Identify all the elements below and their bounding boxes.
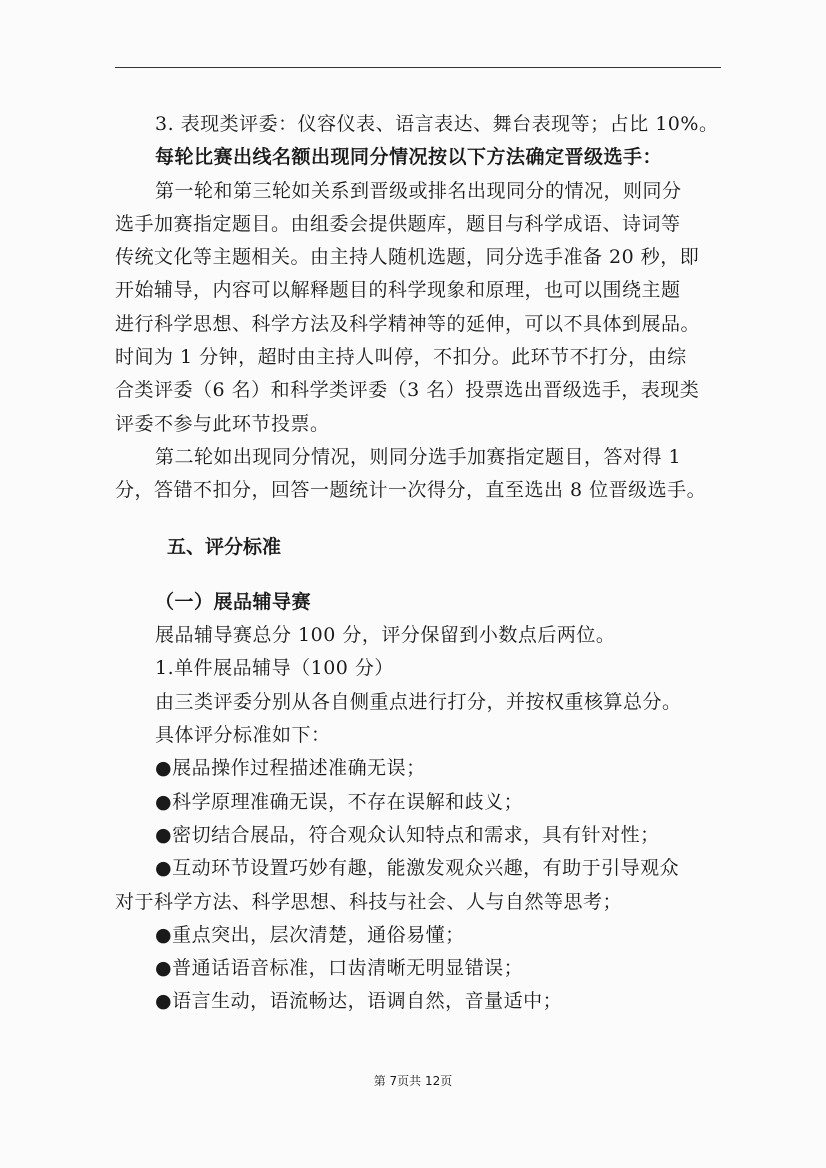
bullet-item: ●展品操作过程描述准确无误； (155, 757, 426, 780)
paragraph-line: 开始辅导，内容可以解释题目的科学现象和原理，也可以围绕主题 (115, 279, 681, 302)
bullet-item: ●科学原理准确无误，不存在误解和歧义； (155, 790, 524, 813)
bullet-item: ●互动环节设置巧妙有趣，能激发观众兴趣，有助于引导观众 (155, 857, 680, 880)
bullet-item: ●普通话语音标准，口齿清晰无明显错误； (155, 957, 524, 980)
paragraph-line: 分，答错不扣分，回答一题统计一次得分，直至选出 8 位晋级选手。 (115, 479, 707, 502)
subsection-title: （一）展品辅导赛 (155, 590, 312, 613)
paragraph-line: 具体评分标准如下： (155, 724, 331, 747)
paragraph-line: 第一轮和第三轮如关系到晋级或排名出现同分的情况，则同分 (155, 179, 682, 202)
bold-heading-line: 每轮比赛出线名额出现同分情况按以下方法确定晋级选手： (155, 146, 663, 169)
paragraph-line: 传统文化等主题相关。由主持人随机选题，同分选手准备 20 秒，即 (115, 246, 700, 269)
paragraph-line: 展品辅导赛总分 100 分，评分保留到小数点后两位。 (155, 624, 616, 647)
bullet-item: ●重点突出，层次清楚，通俗易懂； (155, 923, 465, 946)
paragraph-line: 进行科学思想、科学方法及科学精神等的延伸，可以不具体到展品。 (115, 312, 701, 335)
bullet-item: ●语言生动，语流畅达，语调自然，音量适中； (155, 990, 563, 1013)
paragraph-line: 3. 表现类评委：仪容仪表、语言表达、舞台表现等；占比 10%。 (155, 113, 719, 135)
paragraph-line: 评委不参与此环节投票。 (115, 412, 330, 435)
paragraph-line: 第二轮如出现同分情况，则同分选手加赛指定题目，答对得 1 (155, 445, 682, 468)
paragraph-line: 选手加赛指定题目。由组委会提供题库，题目与科学成语、诗词等 (115, 212, 681, 235)
section-title: 五、评分标准 (167, 535, 282, 558)
header-rule (115, 67, 721, 68)
paragraph-line: 合类评委（6 名）和科学类评委（3 名）投票选出晋级选手，表现类 (115, 379, 700, 402)
paragraph-line: 由三类评委分别从各自侧重点进行打分，并按权重核算总分。 (155, 690, 682, 713)
bullet-item: ●密切结合展品，符合观众认知特点和需求，具有针对性； (155, 823, 660, 846)
page-footer: 第 7页共 12页 (373, 1074, 453, 1088)
bullet-item-continuation: 对于科学方法、科学思想、科技与社会、人与自然等思考； (115, 890, 623, 913)
page-content (115, 108, 725, 1019)
paragraph-line: 1.单件展品辅导（100 分） (155, 657, 394, 680)
paragraph-line: 时间为 1 分钟，超时由主持人叫停，不扣分。此环节不打分，由综 (115, 346, 687, 369)
